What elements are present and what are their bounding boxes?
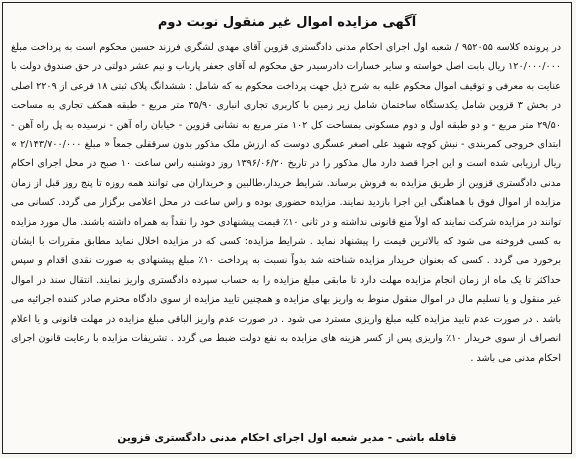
case-paragraph: در پرونده کلاسه ۹۵۲۰۵۵ / شعبه اول اجرای احکام مدنی دادگستری قزوین آقای مهدی لشگری فرزند حسین محکوم است به پرداخت مبلغ ۱۲۰/۰۰۰/۰۰۰ ریال بابت اصل خواسته و سایر خسارات دادرسیدر حق محکوم له آقای جعفر پارباب و نیم عشر دولتی در حق صندوق دولت با عنایت به معرفی و توقیف اموال محکوم علیه به شرح ذیل جهت پرداخت محکوم به که شامل : ششدانگ پلاک ثبتی ۱۸ فرعی از ۲۲۰۹ اصلی در بخش ۳ قزوین شامل یکدستگاه ساختمان شامل زیر زمین با کاربری تجاری انباری ۳۵/۹۰ متر مربع - طبقه همکف تجاری به مساحت ۲۹/۵۰ متر مربع - و دو طبقه اول و دوم مسکونی بمساحت کل ۱۰۲ متر مربع به نشانی قزوین - خیابان راه آهن - نرسیده به پل راه آهن - ابتدای خروجی کمربندی - نبش کوچه شهید علی اصغر عسگری دوست که ارزش ملک مذکور بدون سرقفلی جمعاً « مبلغ ۲/۱۴۳/۷۰۰/۰۰۰ » ریال ارزیابی شده است و این اجرا قصد دارد مال مذکور را در تاریخ ۱۳۹۶/۰۶/۲۰ روز دوشنبه راس ساعت ۱۰ صبح در محل اجرای احکام مدنی دادگستری قزوین از طریق مزایده به فروش برساند. (11, 42, 562, 189)
auction-notice (2, 2, 572, 454)
notice-signature: قافله باشی - مدیر شعبه اول اجرای احکام مدنی دادگستری قزوین (117, 432, 457, 444)
conditions-paragraph: شرایط خریدار،طالبین و خریداران می توانند همه روزه تا پنج روز قبل از زمان مزایده از اموال فوق با هماهنگی این اجرا بازدید نمایند. مزایده حضوری بوده و راس ساعت در محل اعلامی برگزار می گردد. کسانی می توانند در مزایده شرکت نمایند که اولاً منع قانونی نداشته و در ثانی ۱۰٪ قیمت پیشنهادی خود را نقداً به همراه داشته باشند. مال مورد مزایده به کسی فروخته می شود که بالاترین قیمت را پیشنهاد نماید . شرایط مزایده: کسی که در مزایده اخلال نماید مطابق مقررات با ایشان برخورد می گردد . کسی که بعنوان خریدار مزایده شناخته شد بدواً نسبت به پرداخت ۱۰٪ مبلغ پیشنهادی به صورت نقدی اقدام و سپس حداکثر تا یک ماه از زمان انجام مزایده مهلت دارد تا مابقی مبلغ مزایده را به حساب سپرده دادگستری واریز نمایند. انتقال سند در اموال غیر منقول و یا تسلیم مال در اموال منقول منوط به واریز بهای مزایده و همچنین تایید مزایده از سوی دادگاه محترم صادر کننده اجرائیه می باشد . در صورت عدم تایید مزایده کلیه مبلغ واریزی مسترد می شود . در صورت عدم واریز الباقی مبلغ مزایده در مهلت قانونی و یا اعلام انصراف از سوی خریدار ۱۰٪ واریزی پس از کسر هزینه های مزایده به نفع دولت ضبط می گردد . تشریفات مزایده با رعایت قانون اجرای احکام مدنی می باشد . (11, 177, 561, 364)
notice-title: آگهی مزایده اموال غیر منقول نوبت دوم (157, 15, 417, 30)
notice-body (3, 38, 571, 368)
